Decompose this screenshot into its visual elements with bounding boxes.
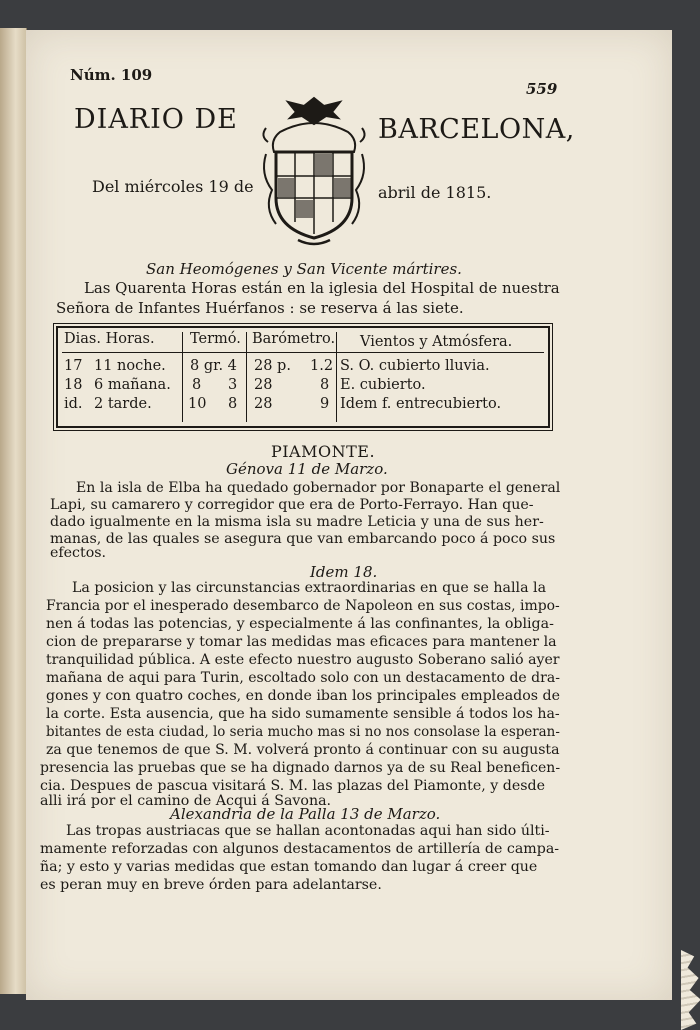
row2-winds: E. cubierto. (340, 377, 426, 393)
adjacent-page-edge (0, 28, 27, 994)
header-days-hours: Dias. Horas. (64, 331, 155, 347)
column-divider (182, 332, 183, 422)
para2-line: nen á todas las potencias, y especialmente á las confinantes, la obliga- (46, 616, 554, 632)
forty-hours-line-2: Señora de Infantes Huérfanos : se reserva á las siete. (56, 299, 464, 317)
saints-of-day: San Heomógenes y San Vicente mártires. (146, 260, 462, 278)
para2-line: alli irá por el camino de Acqui á Savona. (40, 793, 332, 809)
para1-line: efectos. (50, 545, 107, 561)
dateline-alexandria: Alexandria de la Palla 13 de Marzo. (170, 805, 441, 823)
forty-hours-line-1: Las Quarenta Horas están en la iglesia del Hospital de nuestra (84, 279, 560, 297)
para2-line: cion de prepararse y tomar las medidas mas eficaces para mantener la (46, 634, 557, 650)
para3-line: Las tropas austriacas que se hallan acontonadas aqui han sido últi- (66, 823, 550, 839)
page-number: 559 (526, 80, 558, 98)
para2-line: Francia por el inesperado desembarco de Napoleon en sus costas, impo- (46, 598, 560, 614)
para2-line: la corte. Esta ausencia, que ha sido sumamente sensible á todos los ha- (46, 706, 560, 722)
torn-corner (681, 950, 700, 1030)
dateline-idem: Idem 18. (310, 563, 378, 581)
masthead-title-left: DIARIO DE (74, 104, 238, 135)
row2-baro: 28 (254, 377, 273, 393)
para2-line: gones y con quatro coches, en donde iban los principales empleados de (46, 688, 560, 704)
para2-line: mañana de aqui para Turin, escoltado solo con un destacamento de dra- (46, 670, 560, 686)
issue-number: Núm. 109 (70, 66, 153, 84)
header-barometer: Barómetro. (252, 331, 336, 347)
para2-line: bitantes de esta ciudad, lo seria mucho mas si no nos consolase la esperan- (46, 724, 560, 740)
row2-thermo: 8 (192, 377, 202, 393)
row1-winds: S. O. cubierto lluvia. (340, 358, 490, 374)
para1-line: En la isla de Elba ha quedado gobernador por Bonaparte el general (76, 480, 561, 496)
para3-line: ña; y esto y varias medidas que estan tomando dan lugar á creer que (40, 859, 538, 875)
row2-day: 18 (64, 377, 83, 393)
para3-line: es peran muy en breve órden para adelantarse. (40, 877, 382, 893)
para3-line: mamente reforzadas con algunos destacamentos de artillería de campa- (40, 841, 560, 857)
row3-thermo-frac: 8 (228, 396, 238, 412)
row1-hour: 11 noche. (94, 358, 166, 374)
column-divider (246, 332, 247, 422)
header-winds: Vientos y Atmósfera. (360, 334, 513, 350)
row3-day: id. (64, 396, 83, 412)
para2-line: La posicion y las circunstancias extraordinarias en que se halla la (72, 580, 547, 596)
para2-line: tranquilidad pública. A este efecto nuestro augusto Soberano salió ayer (46, 652, 560, 668)
row1-baro: 28 p. (254, 358, 291, 374)
row2-baro-lines: 8 (320, 377, 330, 393)
row3-winds: Idem f. entrecubierto. (340, 396, 502, 412)
masthead-title-right: BARCELONA, (378, 114, 575, 145)
para2-line: za que tenemos de que S. M. volverá pronto á continuar con su augusta (46, 742, 560, 758)
section-heading: PIAMONTE. (270, 442, 376, 461)
row3-hour: 2 tarde. (94, 396, 152, 412)
weather-table (56, 326, 550, 428)
para1-line: dado igualmente en la misma isla su madre Leticia y una de sus her- (50, 514, 544, 530)
date-right: abril de 1815. (378, 183, 492, 202)
para1-line: Lapi, su camarero y corregidor que era de Porto-Ferrayo. Han que- (50, 497, 534, 513)
row1-thermo: 8 gr. 4 (190, 358, 237, 374)
row2-thermo-frac: 3 (228, 377, 238, 393)
column-divider (336, 332, 337, 422)
header-thermometer: Termó. (190, 331, 241, 347)
dateline-genova: Génova 11 de Marzo. (226, 460, 388, 478)
row1-day: 17 (64, 358, 83, 374)
para1-line: manas, de las quales se asegura que van embarcando poco á poco sus (50, 531, 556, 547)
weather-header-rule (62, 352, 544, 353)
row3-baro: 28 (254, 396, 273, 412)
para2-line: presencia las pruebas que se ha dignado darnos ya de su Real beneficen- (40, 760, 561, 776)
row1-baro-lines: 1.2 (310, 358, 334, 374)
row3-baro-lines: 9 (320, 396, 330, 412)
date-left: Del miércoles 19 de (92, 177, 254, 196)
coat-of-arms-icon (258, 94, 370, 248)
row3-thermo: 10 (188, 396, 207, 412)
row2-hour: 6 mañana. (94, 377, 171, 393)
para2-line: cia. Despues de pascua visitará S. M. las plazas del Piamonte, y desde (40, 778, 546, 794)
